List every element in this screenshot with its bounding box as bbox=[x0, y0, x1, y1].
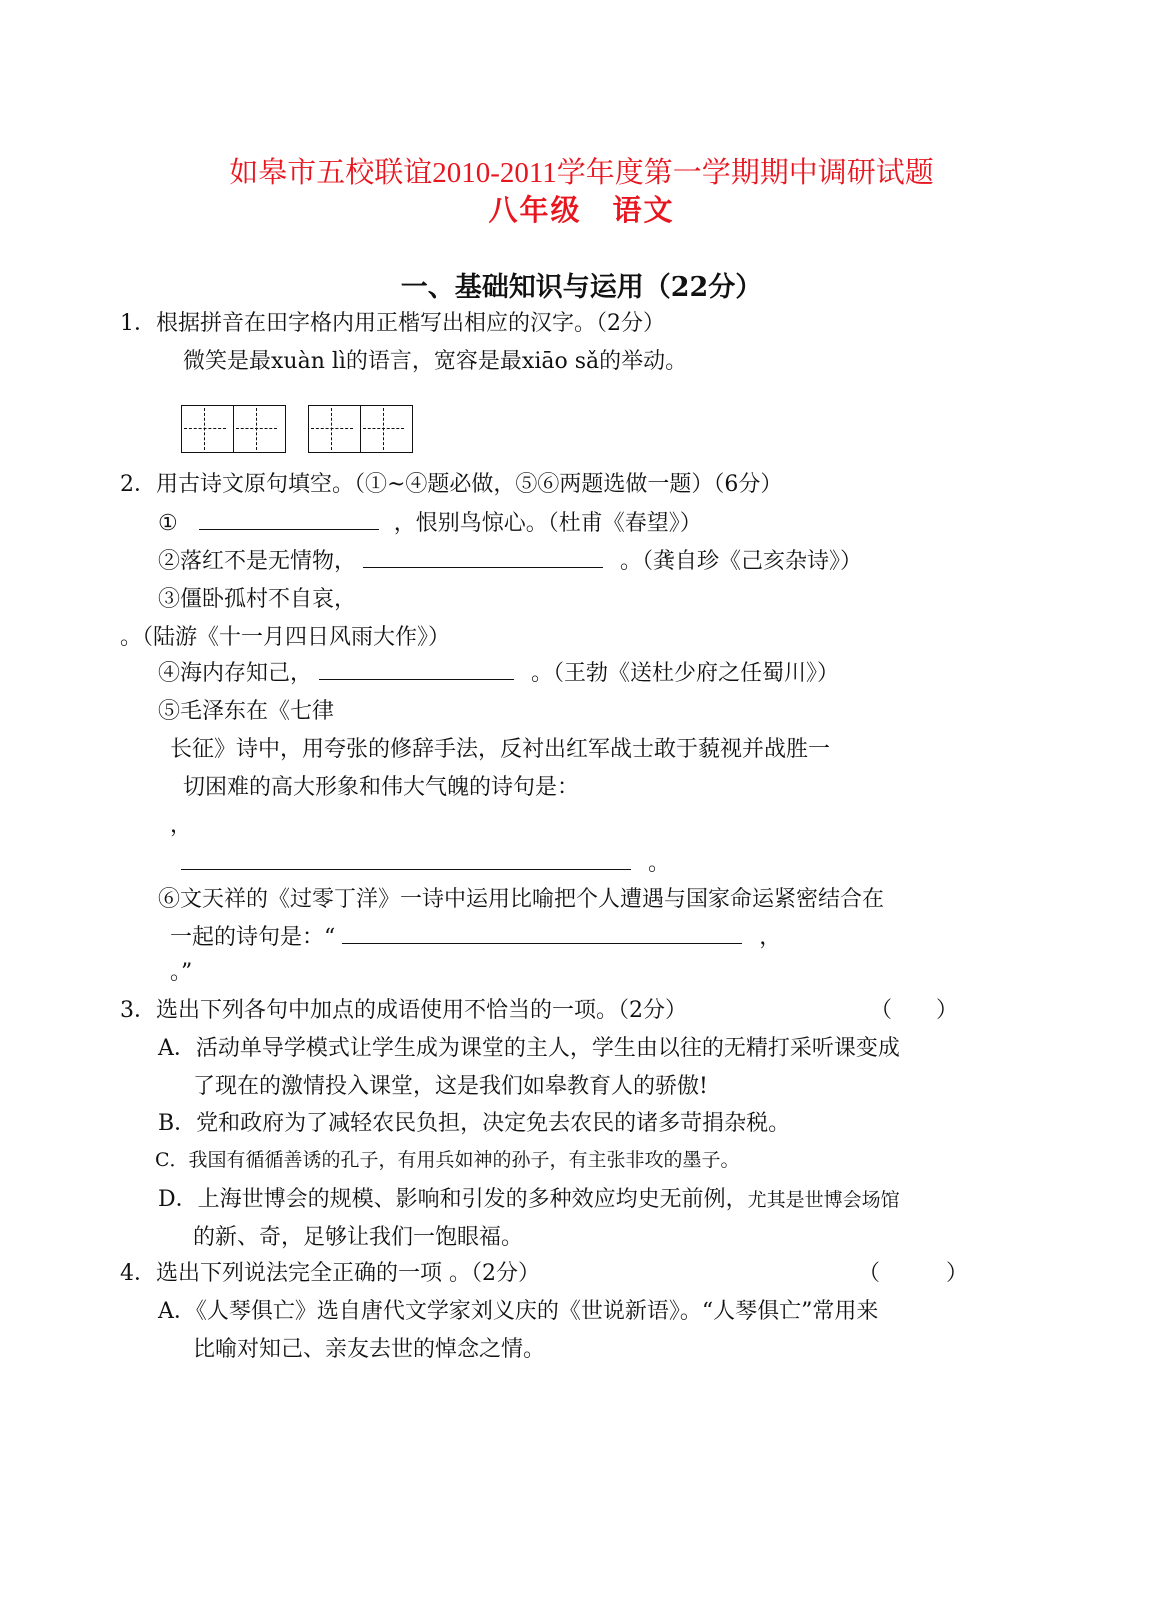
q2-item6-blank[interactable] bbox=[342, 925, 742, 944]
q4-answer-paren[interactable]: （ ） bbox=[858, 1261, 969, 1286]
q2-item5-end: 。 bbox=[648, 851, 671, 876]
q2-item4-blank[interactable] bbox=[319, 661, 514, 680]
exam-subtitle: 八年级 语文 bbox=[488, 195, 675, 227]
q2-item4-head: ④海内存知己， bbox=[158, 661, 313, 686]
q2-item4-tail: 。（王勃《送杜少府之任蜀川》） bbox=[531, 661, 840, 686]
q3-answer-paren[interactable]: （ ） bbox=[870, 998, 959, 1023]
q2-stem: 2．用古诗文原句填空。（①~④题必做，⑤⑥两题选做一题）（6分） bbox=[120, 472, 783, 497]
q2-item5-line3: 切困难的高大形象和伟大气魄的诗句是： bbox=[183, 775, 580, 800]
q1-sentence: 微笑是最xuàn lì的语言，宽容是最xiāo sǎ的举动。 bbox=[183, 349, 688, 374]
q2-item5-line1: ⑤毛泽东在《七律 bbox=[158, 699, 335, 724]
q4-option-a-line2: 比喻对知己、亲友去世的悼念之情。 bbox=[193, 1337, 546, 1362]
q3-option-b: B．党和政府为了减轻农民负担，决定免去农民的诸多苛捐杂税。 bbox=[158, 1111, 791, 1136]
q2-item2-head: ②落红不是无情物， bbox=[158, 549, 357, 574]
q2-item6-line2 bbox=[170, 920, 781, 951]
q4-option-a-line1: A．《人琴俱亡》选自唐代文学家刘义庆的《世说新语》。“人琴俱亡”常用来 bbox=[158, 1299, 879, 1324]
q2-item5-answer bbox=[181, 846, 670, 877]
q2-item5-blank[interactable] bbox=[181, 851, 631, 870]
q2-item5-line2: 长征》诗中，用夸张的修辞手法，反衬出红军战士敢于藐视并战胜一 bbox=[170, 737, 831, 762]
q2-item6-end: 。” bbox=[170, 960, 193, 985]
q2-item3-tail: 。（陆游《十一月四日风雨大作》） bbox=[120, 625, 451, 650]
q3-option-d-part1: D．上海世博会的规模、影响和引发的多种效应均史无前例， bbox=[158, 1187, 748, 1212]
tianzige-cell[interactable] bbox=[233, 406, 279, 452]
q3-option-a-line2: 了现在的激情投入课堂，这是我们如皋教育人的骄傲! bbox=[193, 1074, 708, 1099]
q2-item2-blank[interactable] bbox=[363, 549, 603, 568]
q3-option-d-line1 bbox=[158, 1182, 900, 1213]
q2-item4 bbox=[158, 656, 839, 687]
tianzige-box-xuanli[interactable] bbox=[181, 405, 286, 453]
q3-option-d-part2: 尤其是世博会场馆 bbox=[747, 1189, 900, 1211]
q2-item6-comma: ， bbox=[759, 925, 782, 950]
q2-item1-number: ① bbox=[158, 511, 178, 536]
q2-item5-comma: ， bbox=[170, 813, 193, 838]
q4-stem: 4．选出下列说法完全正确的一项 。（2分） bbox=[120, 1261, 540, 1286]
q3-option-a-line1: A．活动单导学模式让学生成为课堂的主人，学生由以往的无精打采听课变成 bbox=[158, 1036, 900, 1061]
q2-item2 bbox=[158, 544, 862, 575]
q2-item6-head: 一起的诗句是：“ bbox=[170, 925, 336, 950]
tianzige-box-xiaosa[interactable] bbox=[308, 405, 413, 453]
tianzige-cell[interactable] bbox=[360, 406, 406, 452]
q3-option-d-line2: 的新、奇，足够让我们一饱眼福。 bbox=[193, 1225, 524, 1250]
tianzige-cell[interactable] bbox=[309, 406, 355, 452]
q2-item1-blank[interactable] bbox=[199, 511, 379, 530]
section-heading: 一、基础知识与运用（22分） bbox=[400, 272, 763, 303]
q2-item2-tail: 。（龚自珍《己亥杂诗》） bbox=[620, 549, 863, 574]
exam-title: 如皋市五校联谊2010-2011学年度第一学期期中调研试题 bbox=[229, 157, 934, 189]
q2-item1-tail: ，恨别鸟惊心。（杜甫《春望》） bbox=[393, 511, 702, 536]
q3-stem: 3．选出下列各句中加点的成语使用不恰当的一项。（2分） bbox=[120, 998, 687, 1023]
tianzige-cell[interactable] bbox=[182, 406, 228, 452]
q2-item6-line1: ⑥文天祥的《过零丁洋》一诗中运用比喻把个人遭遇与国家命运紧密结合在 bbox=[158, 887, 885, 912]
q1-stem: 1．根据拼音在田字格内用正楷写出相应的汉字。（2分） bbox=[120, 311, 665, 336]
q2-item1 bbox=[158, 506, 702, 537]
q3-option-c: C．我国有循循善诱的孔子，有用兵如神的孙子，有主张非攻的墨子。 bbox=[155, 1149, 740, 1171]
q2-item3-head: ③僵卧孤村不自哀， bbox=[158, 587, 357, 612]
